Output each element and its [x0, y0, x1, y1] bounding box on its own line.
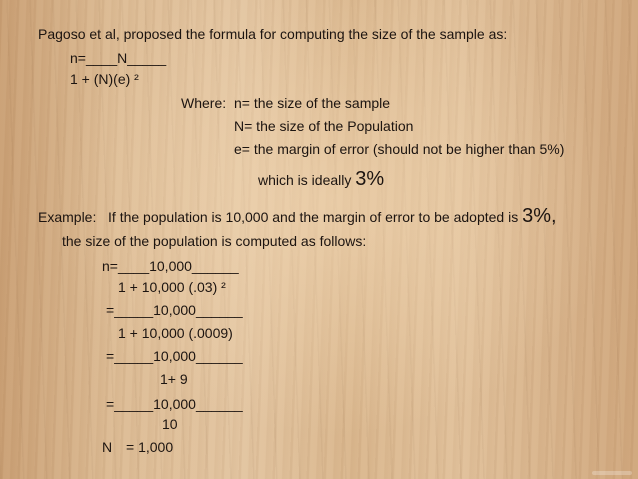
step-2-prefix: =: [106, 302, 115, 318]
step-1-numerator-value: ____10,000______: [117, 258, 239, 274]
step-4-numerator-value: _____10,000______: [114, 396, 243, 412]
step-2-numerator-value: _____10,000______: [114, 302, 243, 318]
step-4-denominator: 10: [162, 416, 178, 432]
example-line-1: [38, 205, 557, 227]
step-3-denominator: 1+ 9: [160, 371, 188, 387]
step-1-denominator: 1 + 10,000 (.03) ²: [118, 279, 226, 295]
step-3-numerator: [106, 348, 243, 364]
ideal-text: which is ideally: [258, 172, 352, 188]
where-N-definition: N= the size of the Population: [234, 118, 414, 134]
watermark: [592, 471, 632, 475]
example-line-1-text: Example: If the population is 10,000 and the margin of error to be adopted is: [38, 209, 519, 225]
result-value: = 1,000: [126, 439, 174, 455]
example-line-2: the size of the population is computed as follows:: [62, 233, 367, 249]
formula-numerator-prefix: n=: [70, 50, 86, 66]
ideal-line: [258, 168, 385, 190]
result-line: [102, 439, 173, 455]
step-2-numerator: [106, 302, 243, 318]
result-label: N: [102, 439, 113, 455]
ideal-value: 3%: [355, 168, 385, 190]
formula-numerator: [70, 50, 166, 66]
formula-numerator-underline: ____N_____: [85, 50, 167, 66]
step-1-prefix: n=: [102, 258, 118, 274]
where-label: Where:: [181, 95, 227, 111]
step-4-prefix: =: [106, 396, 115, 412]
step-3-numerator-value: _____10,000______: [114, 348, 243, 364]
where-e-definition: e= the margin of error (should not be higher than 5%): [234, 141, 565, 157]
example-margin-value: 3%,: [522, 205, 557, 227]
step-4-numerator: [106, 396, 243, 412]
formula-denominator: 1 + (N)(e) ²: [70, 71, 139, 87]
step-1-numerator: [102, 258, 239, 274]
intro-text: Pagoso et al, proposed the formula for computing the size of the sample as:: [38, 26, 508, 42]
step-3-prefix: =: [106, 348, 115, 364]
where-n-definition: n= the size of the sample: [234, 95, 391, 111]
step-2-denominator: 1 + 10,000 (.0009): [118, 325, 233, 341]
